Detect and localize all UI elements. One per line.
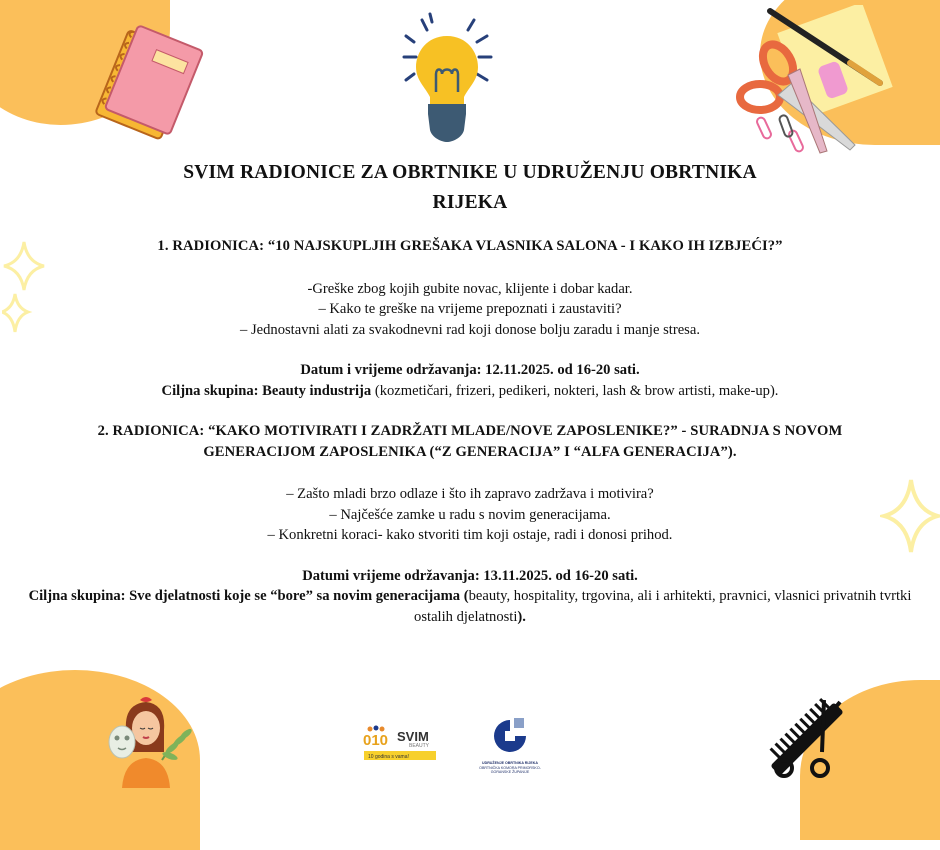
workshop1-heading: 1. RADIONICA: “10 NAJSKUPLJIH GREŠAKA VLASNIKA SALONA - I KAKO IH IZBJEĆI?” xyxy=(157,238,783,254)
title-line-1: SVIM RADIONICE ZA OBRTNIKE U UDRUŽENJU OBRTNIKA xyxy=(183,162,757,183)
workshop1-point: – Jednostavni alati za svakodnevni rad koji donose bolju zaradu i manje stresa. xyxy=(240,321,700,338)
title-line-2: RIJEKA xyxy=(432,192,508,213)
udruzenje-emblem-icon xyxy=(490,716,530,756)
workshop2-heading-line-2: GENERACIJOM ZAPOSLENIKA (“Z GENERACIJA” I “ALFA GENERACIJA”). xyxy=(203,443,737,460)
svim-number: 010 xyxy=(363,732,389,749)
workshop1-target-detail: (kozmetičari, frizeri, pedikeri, nokteri, lash & brow artisti, make-up). xyxy=(371,382,779,399)
svim-tagline: 10 godina s vama! xyxy=(368,754,409,760)
workshop2-point: – Konkretni koraci- kako stvoriti tim koji ostaje, radi i donosi prihod. xyxy=(267,527,673,543)
comb-scissors-icon xyxy=(762,694,852,784)
workshop2-heading-line-1: 2. RADIONICA: “KAKO MOTIVIRATI I ZADRŽATI MLADE/NOVE ZAPOSLENIKE?” - SURADNJA S NOVOM xyxy=(97,423,843,439)
workshop1-point: – Kako te greške na vrijeme prepoznati i zaustaviti? xyxy=(318,301,622,317)
woman-mask-icon xyxy=(100,690,200,788)
workshop1-point: -Greške zbog kojih gubite novac, klijente i dobar kadar. xyxy=(307,280,633,297)
workshop2-point: – Zašto mladi brzo odlaze i što ih zapravo zadržava i motivira? xyxy=(286,486,654,502)
svim-sub: BEAUTY xyxy=(409,743,430,749)
workshop1-target-label: Ciljna skupina: Beauty industrija xyxy=(161,382,372,399)
workshop1-date: Datum i vrijeme održavanja: 12.11.2025. od 16-20 sati. xyxy=(300,362,640,378)
udruzenje-obrtnika-logo xyxy=(470,716,550,774)
workshop2-date: Datumi vrijeme održavanja: 13.11.2025. od 16-20 sati. xyxy=(302,567,638,584)
workshop1-target xyxy=(8,381,932,402)
workshop2-target-detail: beauty, hospitality, trgovina, ali i arhitekti, pravnici, vlasnici privatnih tvrtki ostalih djelatnosti xyxy=(414,588,912,625)
notebook-icon xyxy=(86,22,216,142)
workshop2-point: – Najčešće zamke u radu s novim generacijama. xyxy=(329,506,611,523)
udruzenje-name: UDRUŽENJE OBRTNIKA RIJEKA xyxy=(482,761,538,765)
main-content xyxy=(8,236,932,627)
workshop2-target-label: Ciljna skupina: Sve djelatnosti koje se “bore” sa novim generacijama ( xyxy=(28,588,469,604)
udruzenje-sub: OBRTNIČKA KOMORA PRIMORSKO-GORANSKE ŽUPANIJE xyxy=(479,766,541,774)
svim-beauty-logo xyxy=(363,723,439,763)
workshop2-target xyxy=(8,586,932,627)
workshop2-target-end: ). xyxy=(517,608,526,625)
scissors-pen-icon xyxy=(730,5,900,165)
lightbulb-icon xyxy=(392,12,502,152)
page-title xyxy=(0,158,940,218)
svim-name: SVIM xyxy=(397,729,429,744)
